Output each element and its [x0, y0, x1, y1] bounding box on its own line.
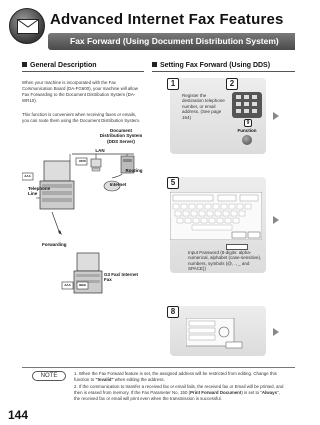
note-badge: NOTE [32, 371, 66, 381]
g3-fax-top [77, 253, 99, 271]
aaa-box-2-label: AAA [64, 283, 71, 287]
keyboard-screen-icon [170, 192, 262, 240]
forwarding-arrow [52, 212, 60, 234]
lan-label: LAN [95, 148, 105, 153]
settings-screen-icon [186, 318, 244, 350]
page-subtitle: Fax Forward (Using Document Distribution System) [70, 36, 279, 46]
next-arrow-icon [273, 216, 279, 224]
note-item-1: 1. When the Fax Forward feature is set, the assigned address will be restricted from editing. Change this function to "Invalid" when editing the address. [74, 371, 277, 382]
pc-monitor [91, 159, 101, 167]
subtitle-bar [48, 33, 295, 50]
divider [22, 71, 144, 72]
telephone-line-label: Telephone Line [28, 186, 51, 197]
dds-server-label: Document Distribution System (DDS Server) [99, 128, 143, 144]
dds-server-slot [123, 159, 132, 162]
step-1-number: 1 [167, 78, 179, 90]
pc-base [92, 168, 100, 171]
description-paragraph-2: This function is convenient when receiving faxes or emails, you can route them using the Document Distribution System. [22, 112, 141, 123]
step-2-number: 2 [226, 78, 238, 90]
general-description-heading: General Description [22, 62, 97, 69]
note-divider [22, 367, 295, 368]
page-number: 144 [8, 408, 29, 422]
ddd-box-label: DDD [79, 159, 86, 163]
keypad-icon [232, 92, 262, 118]
step-5-number: 5 [167, 177, 179, 189]
g3-fax-label: G3 Fax/ Internet Fax [104, 272, 139, 283]
next-arrow-icon [273, 328, 279, 336]
divider [152, 71, 295, 72]
routing-arrow [112, 174, 122, 178]
aaa-box-label: AAA [24, 174, 31, 178]
setting-fax-forward-heading: Setting Fax Forward (Using DDS) [152, 62, 270, 69]
step-1-text: Register the destination telephone number, or email address. (See page 164) [182, 93, 225, 120]
step-8-number: 8 [167, 306, 179, 318]
key-9-label: 9 [244, 119, 252, 127]
envelope-icon [9, 8, 45, 44]
description-paragraph-1: When your machine is incorporated with the Fax Communication Board (DA-FG600), your machine will allow Fax Forwarding to the Document Distribution System (DA-WR10). [22, 80, 138, 103]
forwarding-label: Forwarding [42, 242, 67, 247]
page-title: Advanced Internet Fax Features [50, 11, 284, 28]
next-arrow-icon [273, 112, 279, 120]
function-button-icon [242, 135, 252, 145]
internet-label: Internet [109, 182, 127, 187]
bbb-box-2-label: BBB [79, 283, 86, 287]
mfp-top [44, 161, 70, 181]
function-label: Function [237, 128, 257, 133]
routing-label: Routing [125, 168, 143, 173]
step-5-text: Input Password (8-digits: alpha-numerical, alphabet (case-sensitive), numbers, symbols (@, ., _ and SPACE)) [188, 250, 262, 272]
note-item-2: 2. If the communication to transfer a received fax or email fails, the received fax or Email will be printed, and then is erased from memory. If the Fax Parameter No. 150 (Print Forward Document) is set to "Always", the received fax or email will print even when the transmission is successful. [74, 384, 284, 401]
mfp-tray-3 [42, 198, 72, 202]
g3-fax-tray-1 [76, 274, 100, 277]
